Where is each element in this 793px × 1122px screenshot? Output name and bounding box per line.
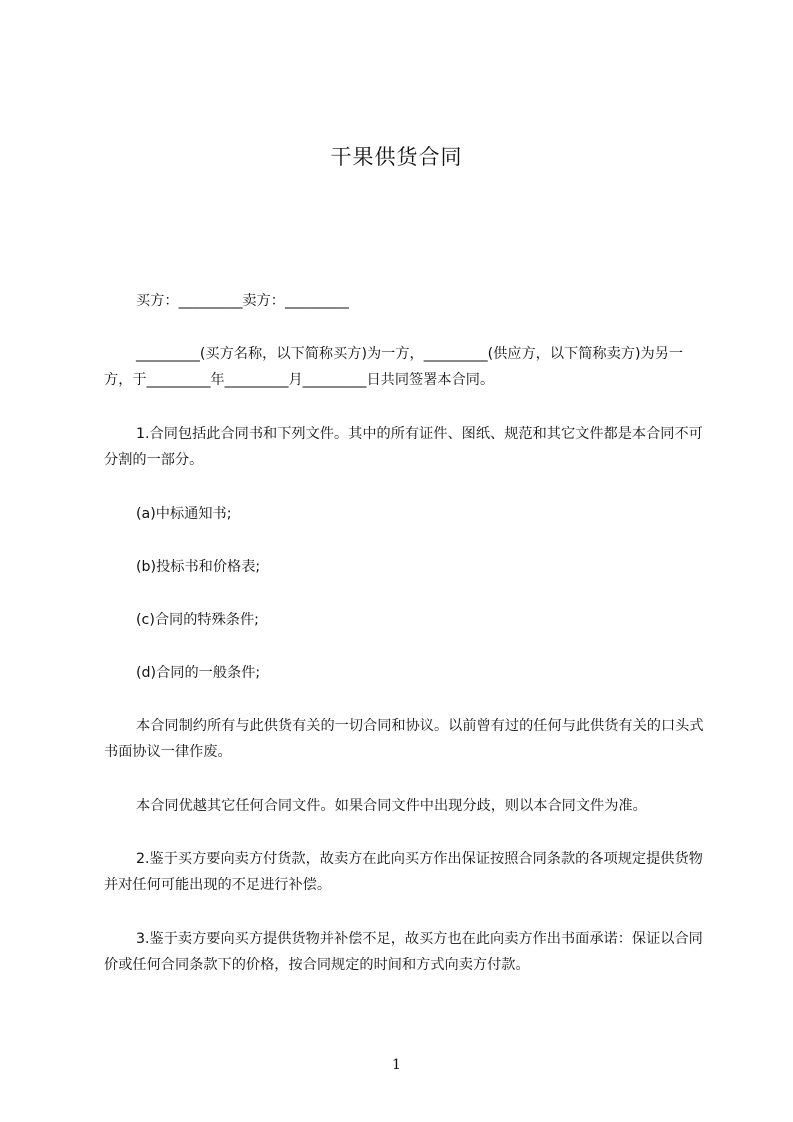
list-item-a: (a)中标通知书; <box>136 506 232 522</box>
document-title: 干果供货合同 <box>330 145 463 169</box>
list-item-b: (b)投标书和价格表; <box>136 559 261 575</box>
list-item-d: (d)合同的一般条件; <box>136 665 261 681</box>
clause-1-paragraph: 1.合同包括此合同书和下列文件。其中的所有证件、图纸、规范和其它文件都是本合同不可分割的一部分。 <box>104 426 703 468</box>
page-number: 1 <box>392 1057 401 1073</box>
clause-3-paragraph: 3.鉴于卖方要向买方提供货物并补偿不足，故买方也在此向卖方作出书面承诺：保证以合同价或任何合同条款下的价格，按合同规定的时间和方式向卖方付款。 <box>104 931 703 973</box>
clause-2-paragraph: 2.鉴于买方要向卖方付货款，故卖方在此向买方作出保证按照合同条款的各项规定提供货物并对任何可能出现的不足进行补偿。 <box>104 851 703 893</box>
contract-scope-paragraph: 本合同制约所有与此供货有关的一切合同和协议。以前曾有过的任何与此供货有关的口头式书面协议一律作废。 <box>104 718 704 760</box>
buyer-seller-line: 买方：_________卖方：_________ <box>136 293 349 309</box>
list-item-c: (c)合同的特殊条件; <box>136 612 259 628</box>
parties-paragraph: _________(买方名称，以下简称买方)为一方，_________(供应方，以下简称卖方)为另一方，于_________年_________月_________日共同签署本合同。 <box>104 346 684 388</box>
precedence-paragraph: 本合同优越其它任何合同文件。如果合同文件中出现分歧，则以本合同文件为准。 <box>136 798 647 814</box>
